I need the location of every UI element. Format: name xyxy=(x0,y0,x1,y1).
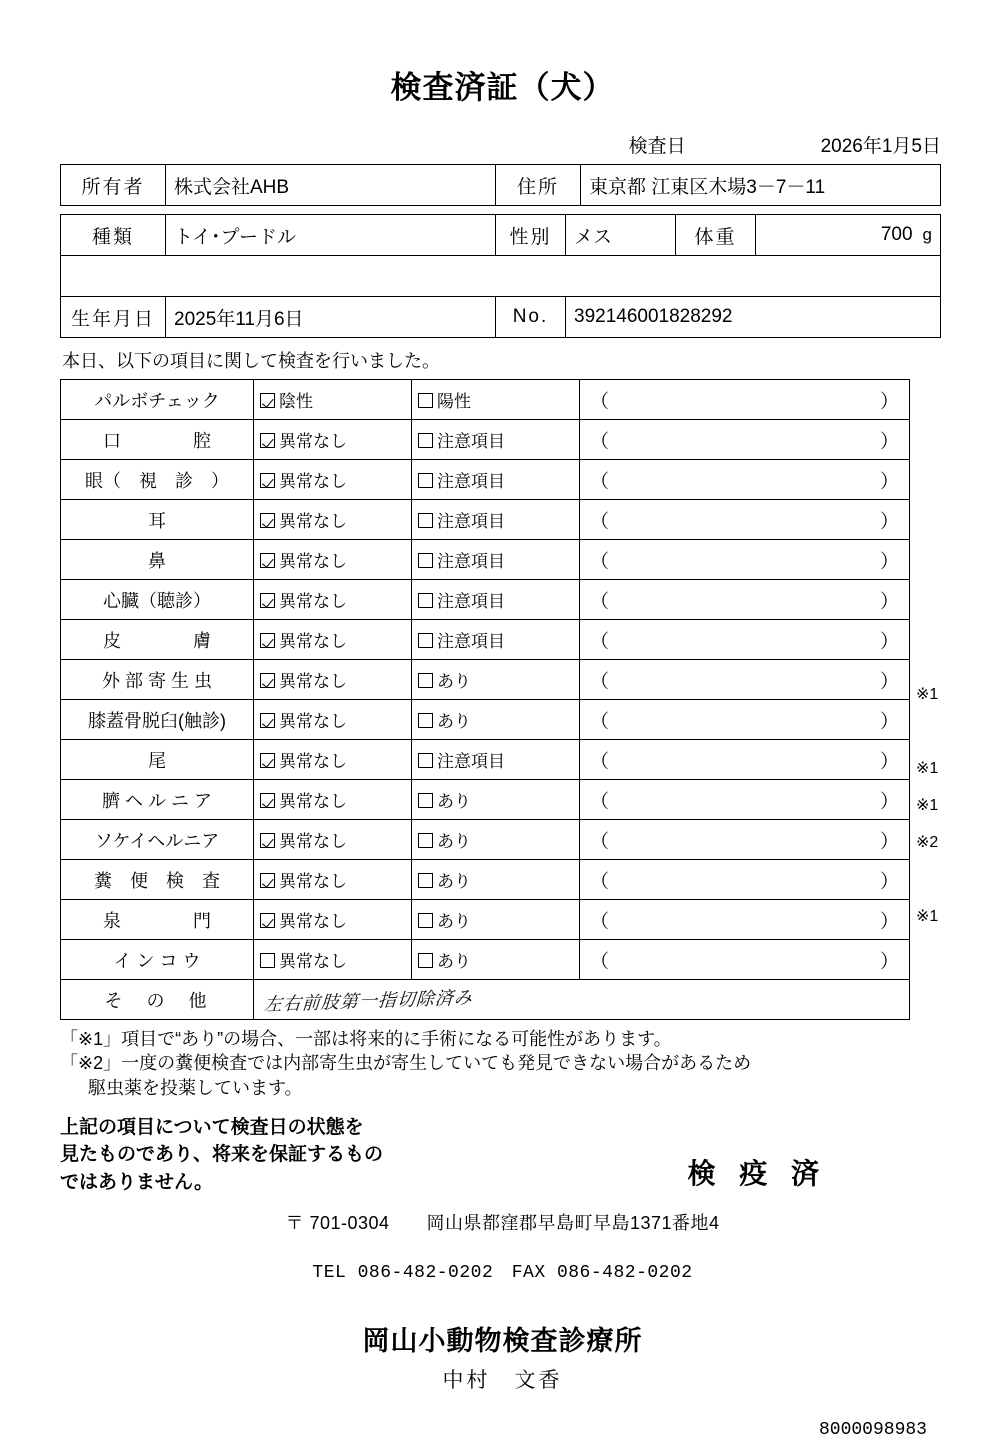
item-option-opt2[interactable] xyxy=(412,540,580,580)
item-option-label: 注意項目 xyxy=(437,752,505,771)
item-option-label: 異常なし xyxy=(279,872,347,891)
footer-section xyxy=(60,1114,945,1444)
item-option-label: 異常なし xyxy=(279,672,347,691)
paren-left: （ xyxy=(590,831,610,852)
item-label: 眼（ 視 診 ） xyxy=(61,460,254,500)
item-option-label: 異常なし xyxy=(279,432,347,451)
footnote-1: 「※1」項目で“あり”の場合、一部は将来的に手術になる可能性があります。 xyxy=(60,1029,672,1049)
no-value: 392146001828292 xyxy=(566,297,941,338)
checkbox-icon[interactable] xyxy=(418,713,433,728)
owner-label: 所有者 xyxy=(61,165,166,206)
checkbox-icon[interactable] xyxy=(260,673,275,688)
item-note-field[interactable] xyxy=(580,620,910,660)
item-option-label: あり xyxy=(437,792,471,811)
item-option-opt2[interactable] xyxy=(412,660,580,700)
birth-value: 2025年11月6日 xyxy=(166,297,496,338)
item-label: イ ン コ ウ xyxy=(61,940,254,980)
breed-label: 種類 xyxy=(61,215,166,256)
item-label: 膝蓋骨脱臼(触診) xyxy=(61,700,254,740)
item-reference-mark: ※1 xyxy=(916,908,939,925)
item-option-opt1[interactable] xyxy=(254,700,412,740)
exam-date-label: 検査日 xyxy=(628,136,686,157)
item-label: 外 部 寄 生 虫 xyxy=(61,660,254,700)
checkbox-icon[interactable] xyxy=(418,393,433,408)
disclaimer-line-2: 見たものであり、将来を保証するもの xyxy=(60,1144,384,1166)
disclaimer-line-3: ではありません。 xyxy=(60,1171,214,1193)
table-row xyxy=(61,460,910,500)
checkbox-icon[interactable] xyxy=(260,873,275,888)
checkbox-icon[interactable] xyxy=(418,793,433,808)
other-row xyxy=(61,980,910,1020)
other-handwritten-value: 左右前肢第一指切除済み xyxy=(263,986,474,1016)
item-label: ソケイヘルニア xyxy=(61,820,254,860)
owner-value: 株式会社AHB xyxy=(166,165,496,206)
item-option-label: 注意項目 xyxy=(437,552,505,571)
table-row xyxy=(61,380,910,420)
item-option-opt2[interactable] xyxy=(412,820,580,860)
item-label: 皮 膚 xyxy=(61,620,254,660)
item-note-field[interactable] xyxy=(580,660,910,700)
checkbox-icon[interactable] xyxy=(260,633,275,648)
item-option-label: あり xyxy=(437,912,471,931)
info-table xyxy=(60,214,941,338)
item-option-label: 注意項目 xyxy=(437,472,505,491)
checkbox-icon[interactable] xyxy=(418,953,433,968)
item-option-opt1[interactable] xyxy=(254,460,412,500)
item-option-opt1[interactable] xyxy=(254,620,412,660)
item-option-label: 陰性 xyxy=(279,392,313,411)
item-option-label: 異常なし xyxy=(279,512,347,531)
checkbox-icon[interactable] xyxy=(418,633,433,648)
checkbox-icon[interactable] xyxy=(260,953,275,968)
item-option-label: あり xyxy=(437,712,471,731)
item-note-field[interactable] xyxy=(580,460,910,500)
paren-right: ） xyxy=(879,591,899,612)
items-table xyxy=(60,379,910,1020)
paren-right: ） xyxy=(879,871,899,892)
checkbox-icon[interactable] xyxy=(418,513,433,528)
item-option-opt1[interactable] xyxy=(254,580,412,620)
item-label: 糞 便 検 査 xyxy=(61,860,254,900)
item-note-field[interactable] xyxy=(580,860,910,900)
checkbox-icon[interactable] xyxy=(260,393,275,408)
breed-value: トイ･プードル xyxy=(166,215,496,256)
paren-left: （ xyxy=(590,591,610,612)
item-option-label: 異常なし xyxy=(279,952,347,971)
item-option-label: 異常なし xyxy=(279,752,347,771)
paren-left: （ xyxy=(590,551,610,572)
table-row xyxy=(61,940,910,980)
birth-label: 生年月日 xyxy=(61,297,166,338)
table-row xyxy=(61,900,910,940)
paren-right: ） xyxy=(879,751,899,772)
table-row xyxy=(61,660,910,700)
paren-right: ） xyxy=(879,471,899,492)
table-row xyxy=(61,540,910,580)
checkbox-icon[interactable] xyxy=(260,473,275,488)
page-title: 検査済証（犬） xyxy=(390,70,615,105)
item-label: 心臓（聴診） xyxy=(61,580,254,620)
checkbox-icon[interactable] xyxy=(418,593,433,608)
weight-unit: g xyxy=(922,225,932,244)
disclaimer xyxy=(60,1114,500,1197)
weight-value-cell xyxy=(756,215,941,256)
table-row xyxy=(61,820,910,860)
footnote-2-line1: 「※2」一度の糞便検査では内部寄生虫が寄生していても発見できない場合があるため xyxy=(60,1053,752,1074)
item-option-label: 異常なし xyxy=(279,832,347,851)
item-note-field[interactable] xyxy=(580,780,910,820)
paren-right: ） xyxy=(879,631,899,652)
item-option-label: あり xyxy=(437,832,471,851)
item-option-opt2[interactable] xyxy=(412,900,580,940)
footnote-2-line2: 駆虫薬を投薬しています。 xyxy=(88,1077,303,1098)
item-option-opt1[interactable] xyxy=(254,780,412,820)
paren-right: ） xyxy=(879,671,899,692)
weight-value: 700 xyxy=(880,224,913,245)
paren-right: ） xyxy=(879,911,899,932)
item-option-label: 異常なし xyxy=(279,792,347,811)
item-option-label: 注意項目 xyxy=(437,432,505,451)
item-note-field[interactable] xyxy=(580,540,910,580)
item-option-opt1[interactable] xyxy=(254,820,412,860)
item-note-field[interactable] xyxy=(580,500,910,540)
item-option-opt2[interactable] xyxy=(412,380,580,420)
item-reference-mark: ※1 xyxy=(916,760,939,777)
paren-left: （ xyxy=(590,911,610,932)
checkbox-icon[interactable] xyxy=(260,553,275,568)
paren-left: （ xyxy=(590,631,610,652)
checkbox-icon[interactable] xyxy=(418,433,433,448)
item-option-opt2[interactable] xyxy=(412,940,580,980)
clinic-phone: TEL 086-482-0202 FAX 086-482-0202 xyxy=(312,1262,693,1283)
item-option-opt2[interactable] xyxy=(412,420,580,460)
paren-left: （ xyxy=(590,431,610,452)
checkbox-icon[interactable] xyxy=(260,753,275,768)
clinic-name: 岡山小動物検査診療所 xyxy=(362,1325,643,1356)
serial-number: 8000098983 xyxy=(818,1419,927,1440)
item-option-opt1[interactable] xyxy=(254,540,412,580)
item-note-field[interactable] xyxy=(580,380,910,420)
other-label: そ の 他 xyxy=(61,980,254,1020)
checkbox-icon[interactable] xyxy=(260,593,275,608)
item-reference-mark: ※1 xyxy=(916,797,939,814)
checkbox-icon[interactable] xyxy=(260,433,275,448)
paren-left: （ xyxy=(590,951,610,972)
paren-right: ） xyxy=(879,431,899,452)
item-option-opt2[interactable] xyxy=(412,860,580,900)
item-label: 尾 xyxy=(61,740,254,780)
item-note-field[interactable] xyxy=(580,740,910,780)
item-option-opt2[interactable] xyxy=(412,500,580,540)
item-option-label: 注意項目 xyxy=(437,512,505,531)
checkbox-icon[interactable] xyxy=(260,713,275,728)
item-note-field[interactable] xyxy=(580,940,910,980)
item-label: パルボチェック xyxy=(61,380,254,420)
checkbox-icon[interactable] xyxy=(418,473,433,488)
table-row xyxy=(61,420,910,460)
footnotes xyxy=(60,1027,945,1100)
item-label: 鼻 xyxy=(61,540,254,580)
weight-label: 体重 xyxy=(676,215,756,256)
item-option-label: 異常なし xyxy=(279,912,347,931)
paren-right: ） xyxy=(879,951,899,972)
item-option-label: あり xyxy=(437,952,471,971)
address-label: 住所 xyxy=(496,165,581,206)
item-option-opt2[interactable] xyxy=(412,740,580,780)
header-table xyxy=(60,164,941,206)
paren-left: （ xyxy=(590,471,610,492)
sex-label: 性別 xyxy=(496,215,566,256)
item-option-opt1[interactable] xyxy=(254,900,412,940)
item-note-field[interactable] xyxy=(580,580,910,620)
table-row xyxy=(61,780,910,820)
checkbox-icon[interactable] xyxy=(260,793,275,808)
paren-left: （ xyxy=(590,751,610,772)
item-option-label: 異常なし xyxy=(279,552,347,571)
paren-left: （ xyxy=(590,511,610,532)
item-option-label: あり xyxy=(437,672,471,691)
item-option-opt2[interactable] xyxy=(412,620,580,660)
disclaimer-line-1: 上記の項目について検査日の状態を xyxy=(60,1116,364,1138)
item-option-opt1[interactable] xyxy=(254,660,412,700)
paren-right: ） xyxy=(879,391,899,412)
item-reference-mark: ※2 xyxy=(916,834,939,851)
item-option-label: 注意項目 xyxy=(437,632,505,651)
checkbox-icon[interactable] xyxy=(418,673,433,688)
item-option-label: あり xyxy=(437,872,471,891)
item-option-opt1[interactable] xyxy=(254,860,412,900)
address-value: 東京都 江東区木場3－7－11 xyxy=(581,165,941,206)
item-option-opt1[interactable] xyxy=(254,380,412,420)
owner-row xyxy=(61,165,941,206)
item-option-label: 異常なし xyxy=(279,632,347,651)
paren-left: （ xyxy=(590,391,610,412)
item-option-label: 異常なし xyxy=(279,592,347,611)
examiner-name: 中村 文香 xyxy=(442,1368,563,1392)
items-section xyxy=(60,379,940,1020)
item-option-opt1[interactable] xyxy=(254,420,412,460)
paren-right: ） xyxy=(879,511,899,532)
checkbox-icon[interactable] xyxy=(418,553,433,568)
item-label: 臍 ヘ ル ニ ア xyxy=(61,780,254,820)
breed-row xyxy=(61,215,941,256)
clinic-address: 〒 701-0304 岡山県都窪郡早島町早島1371番地4 xyxy=(285,1212,720,1233)
paren-left: （ xyxy=(590,791,610,812)
checkbox-icon[interactable] xyxy=(260,913,275,928)
item-note-field[interactable] xyxy=(580,900,910,940)
item-option-opt2[interactable] xyxy=(412,700,580,740)
item-reference-mark: ※1 xyxy=(916,686,939,703)
intro-text: 本日、以下の項目に関して検査を行いました。 xyxy=(62,351,440,371)
quarantine-stamp: 検 疫 済 xyxy=(687,1157,827,1189)
item-label: 泉 門 xyxy=(61,900,254,940)
table-row xyxy=(61,620,910,660)
exam-date-value: 2026年1月5日 xyxy=(820,136,941,157)
item-option-opt2[interactable] xyxy=(412,460,580,500)
item-option-opt1[interactable] xyxy=(254,500,412,540)
checkbox-icon[interactable] xyxy=(418,833,433,848)
checkbox-icon[interactable] xyxy=(260,833,275,848)
item-label: 口 腔 xyxy=(61,420,254,460)
paren-right: ） xyxy=(879,711,899,732)
item-option-label: 注意項目 xyxy=(437,592,505,611)
checkbox-icon[interactable] xyxy=(418,913,433,928)
item-note-field[interactable] xyxy=(580,820,910,860)
exam-date xyxy=(60,131,941,158)
paren-left: （ xyxy=(590,671,610,692)
paren-left: （ xyxy=(590,711,610,732)
checkbox-icon[interactable] xyxy=(260,513,275,528)
paren-right: ） xyxy=(879,791,899,812)
paren-right: ） xyxy=(879,831,899,852)
table-row xyxy=(61,580,910,620)
item-option-opt1[interactable] xyxy=(254,940,412,980)
table-row xyxy=(61,740,910,780)
item-label: 耳 xyxy=(61,500,254,540)
item-note-field[interactable] xyxy=(580,700,910,740)
paren-left: （ xyxy=(590,871,610,892)
item-option-label: 陽性 xyxy=(437,392,471,411)
table-row xyxy=(61,500,910,540)
no-label: No. xyxy=(496,297,566,338)
item-note-field[interactable] xyxy=(580,420,910,460)
checkbox-icon[interactable] xyxy=(418,873,433,888)
paren-right: ） xyxy=(879,551,899,572)
item-option-label: 異常なし xyxy=(279,472,347,491)
item-option-opt2[interactable] xyxy=(412,580,580,620)
item-option-opt2[interactable] xyxy=(412,780,580,820)
table-row xyxy=(61,860,910,900)
other-handwritten-value-cell[interactable] xyxy=(254,980,910,1020)
checkbox-icon[interactable] xyxy=(418,753,433,768)
item-option-label: 異常なし xyxy=(279,712,347,731)
birth-row xyxy=(61,297,941,338)
sex-value: メス xyxy=(566,215,676,256)
table-row xyxy=(61,700,910,740)
item-option-opt1[interactable] xyxy=(254,740,412,780)
